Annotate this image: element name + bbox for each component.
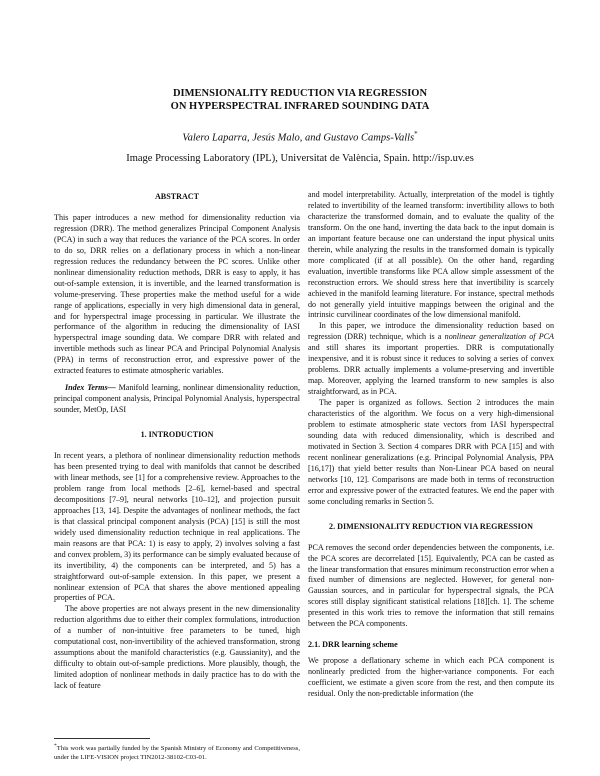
section2-paragraph-1: PCA removes the second order dependencies between the components, i.e. the PCA scores are decorrelated [15]. Equivalently, PCA can be casted as the linear transformation that ensures minimum reconstruction error when a fixed number of dimensions are neglected. However, for general non-Gaussian sources, and in particular for hyperspectral signals, the PCA scores still display significant statistical relations [18][ch. 1]. The scheme presented in this work tries to remove the information that still remains between the PCA components. [308,542,554,629]
title-line-2: ON HYPERSPECTRAL INFRARED SOUNDING DATA [170,101,430,112]
section2-heading: 2. DIMENSIONALITY REDUCTION VIA REGRESSION [329,521,533,531]
index-terms-label: Index Terms— [65,383,116,393]
index-terms [54,383,300,416]
authors [0,130,600,144]
footnote-mark: * [54,743,57,749]
p4-italic: nonlinear generalization of PCA [444,332,554,342]
intro-paragraph-3: and model interpretability. Actually, interpretation of the model is tightly related to invertibility of the learned transform: invertibility allows to both characterize the transformed domain, and to evaluate the quality of the transform. On the one hand, inverting the data back to the input domain is an important feature because one can understand the input physical units therein, while analyzing the results in the transformed domain is typically more complicated (if at all possible). On the other hand, regarding evaluation, invertible transforms like PCA allow simple assessment of the reconstruction errors. We should stress here that invertibility is scarcely achieved in the manifold learning literature. For instance, spectral methods do not generally yield intuitive mappings between the original and the intrinsic curvilinear coordinates of the low dimensional manifold. [308,190,554,320]
introduction-heading: 1. INTRODUCTION [140,430,214,440]
intro-paragraph-5: The paper is organized as follows. Section 2 introduces the main characteristics of the algorithm. We focus on a very high-dimensional problem to estimate atmospheric state vectors from IASI hyperspectral sounding data with reduced dimensionality, which is described and motivated in Section 3. Section 4 compares DRR with PCA [15] and with recent nonlinear generalizations (e.g. Principal Polynomial Analysis, PPA [16,17]) that yield better results than Non-Linear PCA based on neural networks [10, 12]. Comparisons are made both in terms of reconstruction error and expressive power of the extracted features. We end the paper with some concluding remarks in Section 5. [308,398,554,506]
abstract-heading: ABSTRACT [154,192,200,201]
intro-paragraph-2: The above properties are not always present in the new dimensionality reduction algorithms due to either their complex formulations, introduction of a number of non-intuitive free parameters to be tuned, high computational cost, non-invertibility of the achieved transformation, strong assumptions about the manifold characteristics (e.g. Gaussianity), and the difficulty to obtain out-of-sample predictions. More plausibly, though, the limited adoption of nonlinear methods in daily practice has to do with the lack of feature [54,604,300,691]
section2-paragraph-2: We propose a deflationary scheme in which each PCA component is nonlinearly predicted from the higher-variance components. For each coefficient, we estimate a given score from the rest, and then compute its residual. Only the non-predictable information (the [308,656,554,699]
left-column [54,192,300,692]
p4-text-b: and still shares its important properties. DRR is computationally inexpensive, and it is robust since it reduces to solving a series of convex problems. DRR actually implements a volume-preserving and invertible map. Moreover, applying the learned transform to new samples is also straightforward, as in PCA. [308,343,554,397]
author-footnote-mark: * [414,130,418,138]
intro-paragraph-1: In recent years, a plethora of nonlinear dimensionality reduction methods has been presented trying to deal with manifolds that cannot be described with linear methods, see [1] for a comprehensive review. Approaches to the problem range from local methods [2–6], kernel-based and spectral decompositions [7–9], neural networks [10–12], and projection pursuit approaches [13, 14]. Despite the advantages of nonlinear methods, the fact is that classical principal component analysis (PCA) [15] is still the most widely used dimensionality reduction technique in real applications. The main reasons are that PCA: 1) is easy to apply, 2) involves solving a fast and convex problem, 3) its performance can be simply evaluated because of its invertibility, 4) the components can be interpreted, and 5) has a straightforward out-of-sample extension. In this paper, we present a nonlinear extension of PCA that shares the above mentioned appealing properties of PCA. [54,451,300,603]
right-column [308,190,554,700]
author-names: Valero Laparra, Jesús Malo, and Gustavo Camps-Valls [182,132,415,144]
index-terms-text: Manifold learning, nonlinear dimensionality reduction, principal component analysis, Principal Polynomial Analysis, hyperspectral sounder, MetOp, IASI [54,383,301,415]
abstract-text: This paper introduces a new method for dimensionality reduction via regression (DRR). The method generalizes Principal Component Analysis (PCA) in such a way that reduces the variance of the PCA scores. In order to do so, DRR relies on a deflationary process in which a non-linear regression reduces the redundancy between the PC scores. Unlike other nonlinear dimensionality reduction methods, DRR is easy to apply, it has out-of-sample extension, it is invertible, and the learned transformation is volume-preserving. These properties make the method useful for a wide range of applications, especially in very high dimensional data in general, and for hyperspectral image processing in particular. We illustrate the performance of the algorithm in reducing the dimensionality of IASI hyperspectral image sounding data. We compare DRR with related and invertible methods such as linear PCA and Principal Polynomial Analysis (PPA) in terms of reconstruction error, and expressive power of the extracted features to estimate atmospheric variables. [54,212,300,376]
p4-text-a: In this paper, we introduce the dimensionality reduction based on regression (DRR) technique, which is a [308,321,554,342]
affiliation: Image Processing Laboratory (IPL), Universitat de València, Spain. http://isp.uv.es [126,153,474,164]
footnote [54,742,300,762]
title-line-1: DIMENSIONALITY REDUCTION VIA REGRESSION [172,88,428,99]
footnote-text: This work was partially funded by the Spanish Ministry of Economy and Competitiveness, under the LIFE-VISION project TIN2012-38102-C03-01. [54,745,300,762]
subsection-heading: 2.1. DRR learning scheme [308,640,398,650]
intro-paragraph-4 [308,321,554,398]
paper-title [0,87,600,113]
footnote-divider [54,738,150,739]
